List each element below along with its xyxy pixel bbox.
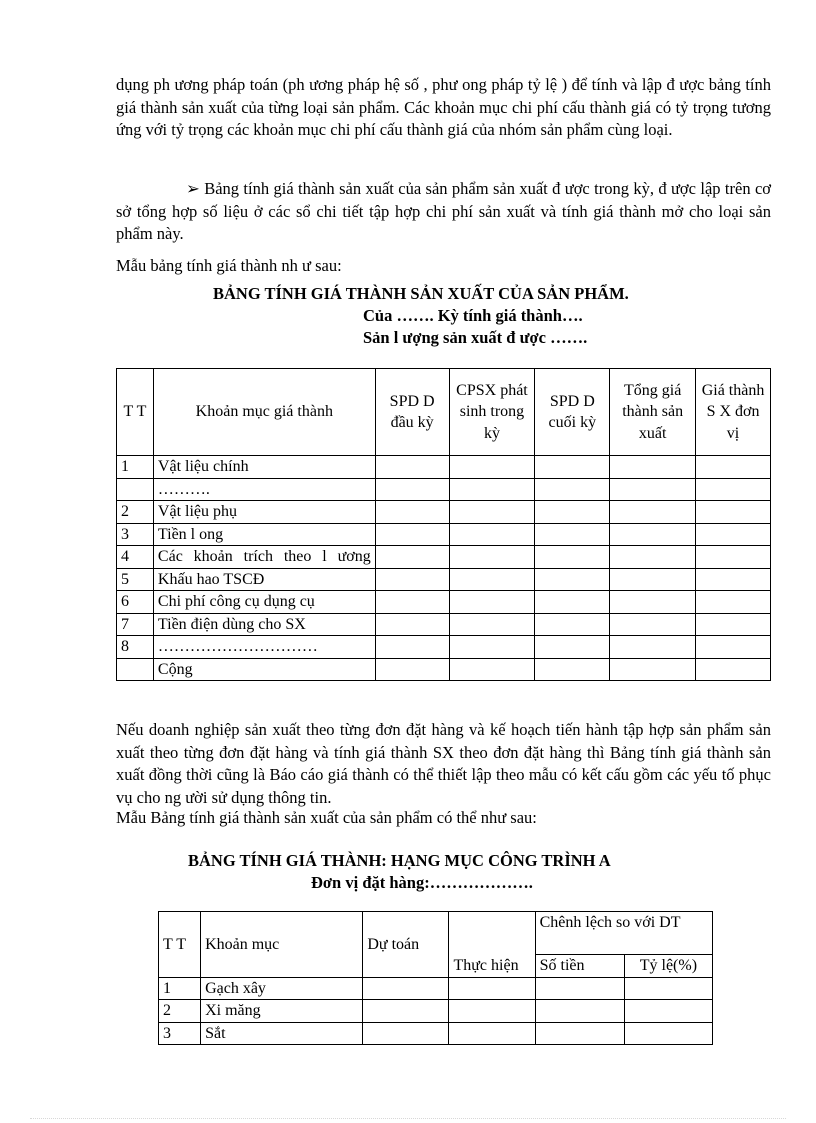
empty-cell — [449, 478, 535, 501]
empty-cell — [696, 613, 771, 636]
empty-cell — [375, 456, 449, 479]
table-row — [117, 568, 771, 591]
empty-cell — [449, 546, 535, 569]
empty-cell — [696, 456, 771, 479]
empty-cell — [696, 568, 771, 591]
empty-cell — [375, 591, 449, 614]
header-actual: Thực hiện — [449, 912, 535, 978]
header-item: Khoản mục — [201, 912, 363, 978]
row-tt: 5 — [117, 568, 154, 591]
empty-cell — [610, 613, 696, 636]
template-intro-2: Mẫu Bảng tính giá thành sản xuất của sản phẩm có thể như sau: — [116, 808, 537, 827]
header-tt: T T — [159, 912, 201, 978]
table2-title: BẢNG TÍNH GIÁ THÀNH: HẠNG MỤC CÔNG TRÌNH A — [188, 851, 611, 870]
table-row — [117, 613, 771, 636]
empty-cell — [535, 523, 610, 546]
empty-cell — [535, 1000, 624, 1023]
project-cost-table-body — [159, 977, 713, 1045]
empty-cell — [535, 501, 610, 524]
row-item: Sắt — [201, 1022, 363, 1045]
row-tt: 3 — [159, 1022, 201, 1045]
empty-cell — [610, 658, 696, 681]
row-tt: 1 — [117, 456, 154, 479]
row-tt: 1 — [159, 977, 201, 1000]
header-difference: Chênh lệch so với DT — [535, 912, 712, 955]
header-ratio: Tỷ lệ(%) — [624, 955, 712, 978]
table-row — [117, 636, 771, 659]
empty-cell — [535, 478, 610, 501]
row-item: Các khoản trích theo l ương — [153, 546, 375, 569]
empty-cell — [696, 636, 771, 659]
table-row — [117, 591, 771, 614]
table-row — [117, 546, 771, 569]
empty-cell — [610, 501, 696, 524]
header-item: Khoản mục giá thành — [153, 369, 375, 456]
row-item: Chi phí công cụ dụng cụ — [153, 591, 375, 614]
empty-cell — [696, 478, 771, 501]
empty-cell — [449, 636, 535, 659]
row-tt: 6 — [117, 591, 154, 614]
empty-cell — [624, 977, 712, 1000]
empty-cell — [535, 546, 610, 569]
empty-cell — [610, 523, 696, 546]
empty-cell — [449, 523, 535, 546]
empty-cell — [696, 523, 771, 546]
cost-table — [116, 368, 771, 681]
empty-cell — [696, 546, 771, 569]
empty-cell — [535, 636, 610, 659]
template-intro: Mẫu bảng tính giá thành nh ư sau: — [116, 256, 342, 275]
empty-cell — [535, 591, 610, 614]
empty-cell — [610, 591, 696, 614]
empty-cell — [363, 977, 449, 1000]
empty-cell — [449, 568, 535, 591]
empty-cell — [535, 568, 610, 591]
empty-cell — [535, 1022, 624, 1045]
empty-cell — [375, 523, 449, 546]
empty-cell — [375, 613, 449, 636]
row-tt — [117, 658, 154, 681]
row-item: Gạch xây — [201, 977, 363, 1000]
empty-cell — [375, 636, 449, 659]
empty-cell — [449, 658, 535, 681]
intro-paragraph: dụng ph ương pháp toán (ph ương pháp hệ số , phư ong pháp tỷ lệ ) để tính và lập đ ược bảng tính giá thành sản xuất của từng loại sản phẩm. Các khoản mục chi phí cấu thành giá có tỷ trọng tương ứng với tỷ trọng các khoản mục chi phí cấu thành giá của nhóm sản phẩm cùng loại. — [116, 75, 771, 139]
row-item: Tiền điện dùng cho SX — [153, 613, 375, 636]
empty-cell — [696, 658, 771, 681]
header-unit-cost: Giá thành S X đơn vị — [696, 369, 771, 456]
empty-cell — [610, 636, 696, 659]
empty-cell — [375, 478, 449, 501]
row-item: Vật liệu phụ — [153, 501, 375, 524]
table-header-row — [159, 912, 713, 955]
header-total-cost: Tổng giá thành sản xuất — [610, 369, 696, 456]
bullet-text: Bảng tính giá thành sản xuất của sản phẩm sản xuất đ ược trong kỳ, đ ược lập trên cơ sở tổng hợp số liệu ở các sổ chi tiết tập hợp chi phí sản xuất và tính giá thành mở cho loại sản phẩm này. — [116, 179, 771, 243]
empty-cell — [375, 658, 449, 681]
project-cost-table — [158, 911, 713, 1045]
arrow-bullet-icon: ➢ — [186, 179, 200, 198]
empty-cell — [610, 546, 696, 569]
empty-cell — [449, 613, 535, 636]
table-row — [117, 478, 771, 501]
cost-table-body — [117, 456, 771, 681]
row-item: Khấu hao TSCĐ — [153, 568, 375, 591]
table-row — [159, 1000, 713, 1023]
table-row — [117, 456, 771, 479]
empty-cell — [535, 658, 610, 681]
row-item: Cộng — [153, 658, 375, 681]
table-row — [159, 1022, 713, 1045]
empty-cell — [375, 501, 449, 524]
empty-cell — [610, 478, 696, 501]
row-item: Tiền l ong — [153, 523, 375, 546]
header-tt: T T — [117, 369, 154, 456]
empty-cell — [696, 591, 771, 614]
table-row — [159, 977, 713, 1000]
header-cost-incurred: CPSX phát sinh trong kỳ — [449, 369, 535, 456]
row-item: Vật liệu chính — [153, 456, 375, 479]
empty-cell — [610, 456, 696, 479]
row-tt: 7 — [117, 613, 154, 636]
row-item: ………………………… — [153, 636, 375, 659]
empty-cell — [610, 568, 696, 591]
page-divider — [30, 1118, 786, 1119]
bullet-paragraph — [116, 178, 771, 246]
empty-cell — [449, 1022, 535, 1045]
empty-cell — [363, 1000, 449, 1023]
order-paragraph: Nếu doanh nghiệp sản xuất theo từng đơn đặt hàng và kế hoạch tiến hành tập hợp sản phẩm sản xuất theo từng đơn đặt hàng và tính giá thành SX theo đơn đặt hàng thì Bảng tính giá thành sản xuất đồng thời cũng là Báo cáo giá thành có thể thiết lập theo mẫu có kết cấu gồm các yếu tố phục vụ cho ng ười sử dụng thông tin. — [116, 720, 771, 807]
table1-subtitle-period: Của ……. Kỳ tính giá thành…. — [363, 306, 583, 325]
table1-title: BẢNG TÍNH GIÁ THÀNH SẢN XUẤT CỦA SẢN PHẨM. — [213, 284, 629, 303]
empty-cell — [449, 1000, 535, 1023]
empty-cell — [535, 613, 610, 636]
header-opening-wip: SPD D đầu kỳ — [375, 369, 449, 456]
row-tt — [117, 478, 154, 501]
row-tt: 2 — [159, 1000, 201, 1023]
empty-cell — [624, 1022, 712, 1045]
row-item: ………. — [153, 478, 375, 501]
row-item: Xi măng — [201, 1000, 363, 1023]
header-estimate: Dự toán — [363, 912, 449, 978]
header-amount: Số tiền — [535, 955, 624, 978]
empty-cell — [375, 568, 449, 591]
empty-cell — [535, 977, 624, 1000]
row-tt: 4 — [117, 546, 154, 569]
table-row — [117, 658, 771, 681]
empty-cell — [449, 456, 535, 479]
row-tt: 8 — [117, 636, 154, 659]
row-tt: 3 — [117, 523, 154, 546]
row-tt: 2 — [117, 501, 154, 524]
table-row — [117, 523, 771, 546]
empty-cell — [375, 546, 449, 569]
table1-subtitle-output: Sản l ượng sản xuất đ ược ……. — [363, 328, 588, 347]
empty-cell — [696, 501, 771, 524]
empty-cell — [535, 456, 610, 479]
empty-cell — [449, 977, 535, 1000]
empty-cell — [624, 1000, 712, 1023]
header-closing-wip: SPD D cuối kỳ — [535, 369, 610, 456]
empty-cell — [363, 1022, 449, 1045]
empty-cell — [449, 591, 535, 614]
empty-cell — [449, 501, 535, 524]
table-header-row — [117, 369, 771, 456]
table2-subtitle: Đơn vị đặt hàng:………………. — [311, 873, 533, 892]
table-row — [117, 501, 771, 524]
